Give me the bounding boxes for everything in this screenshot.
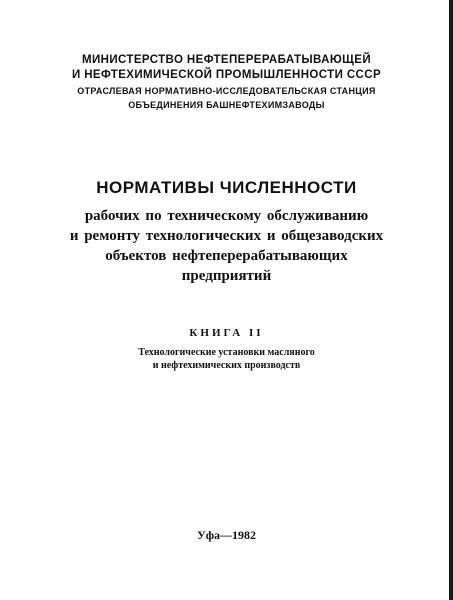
ministry-line-1: МИНИСТЕРСТВО НЕФТЕПЕРЕРАБАТЫВАЮЩЕЙ — [82, 54, 371, 66]
subtitle-line-3: объектов нефтеперерабатывающих — [105, 248, 348, 264]
imprint-place-year: Уфа—1982 — [196, 528, 257, 542]
subtitle-line-1: рабочих по техническому обслуживанию — [84, 208, 369, 224]
ministry-line-2: И НЕФТЕХИМИЧЕСКОЙ ПРОМЫШЛЕННОСТИ СССР — [71, 69, 382, 81]
book-subtitle-line-2: и нефтехимических производств — [152, 360, 301, 371]
page-edge-border — [449, 0, 453, 600]
document-title: НОРМАТИВЫ ЧИСЛЕННОСТИ — [96, 178, 357, 197]
station-line-1: ОТРАСЛЕВАЯ НОРМАТИВНО-ИССЛЕДОВАТЕЛЬСКАЯ СТАНЦИЯ — [77, 86, 376, 96]
station-line-2: ОБЪЕДИНЕНИЯ БАШНЕФТЕХИМЗАВОДЫ — [128, 100, 325, 110]
book-label: КНИГА II — [189, 327, 264, 339]
subtitle-line-4: предприятий — [181, 268, 272, 284]
book-subtitle-line-1: Технологические установки масляного — [138, 347, 315, 358]
subtitle-line-2: и ремонту технологических и общезаводских — [69, 228, 384, 244]
